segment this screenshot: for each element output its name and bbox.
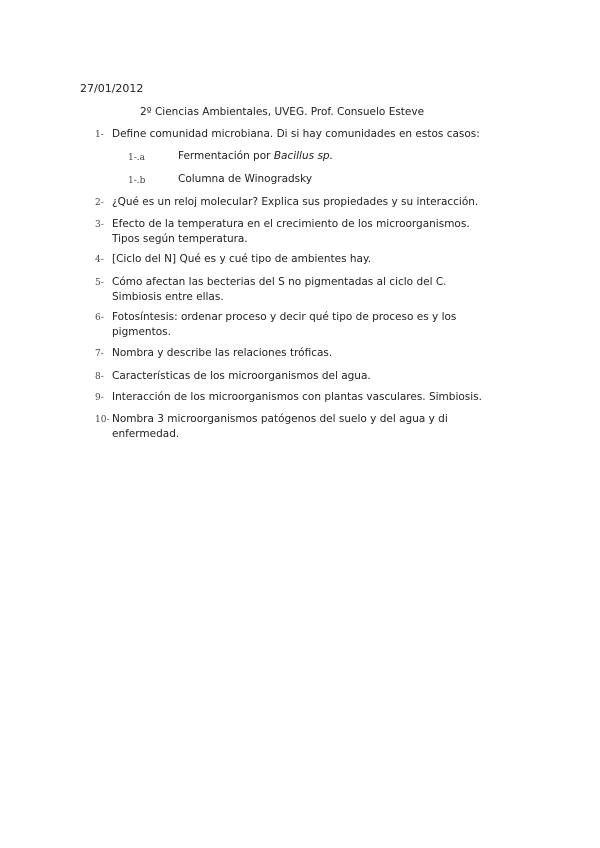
question-text: Nombra 3 microorganismos patógenos del suelo y del agua y di enfermedad. — [112, 413, 448, 440]
question-text: Nombra y describe las relaciones tróficas. — [112, 347, 333, 359]
subitem-number: 1-.b — [128, 176, 146, 186]
question-text: [Ciclo del N] Qué es y cué tipo de ambientes hay. — [112, 253, 372, 265]
question-number: 3- — [95, 220, 104, 230]
question-text: ¿Qué es un reloj molecular? Explica sus propiedades y su interacción. — [112, 196, 479, 208]
question-number: 2- — [95, 198, 104, 208]
question-text: Fotosíntesis: ordenar proceso y decir qué tipo de proceso es y los pigmentos. — [112, 311, 457, 338]
question-text: Efecto de la temperatura en el crecimiento de los microorganismos. Tipos según temperatura. — [112, 218, 470, 245]
question-number: 5- — [95, 278, 104, 288]
question-text: Define comunidad microbiana. Di si hay comunidades en estos casos: — [112, 128, 480, 140]
subitem-text: Columna de Winogradsky — [178, 173, 313, 185]
question-number: 8- — [95, 372, 104, 382]
document-date: 27/01/2012 — [80, 82, 144, 95]
question-text: Interacción de los microorganismos con plantas vasculares. Simbiosis. — [112, 391, 482, 403]
question-text: Cómo afectan las becterias del S no pigmentadas al ciclo del C. Simbiosis entre ellas. — [112, 276, 447, 303]
question-number: 7- — [95, 349, 104, 359]
subitem-text — [178, 150, 333, 162]
subitem-text-plain: Fermentación por — [178, 150, 274, 162]
question-number: 4- — [95, 255, 104, 265]
question-number: 10- — [95, 415, 110, 425]
question-number: 1- — [95, 130, 104, 140]
subitem-number: 1-.a — [128, 153, 145, 163]
question-number: 9- — [95, 393, 104, 403]
question-text: Características de los microorganismos del agua. — [112, 370, 371, 382]
document-header: 2º Ciencias Ambientales, UVEG. Prof. Consuelo Esteve — [140, 106, 425, 118]
subitem-text-italic: Bacillus sp. — [273, 150, 333, 162]
question-number: 6- — [95, 313, 104, 323]
